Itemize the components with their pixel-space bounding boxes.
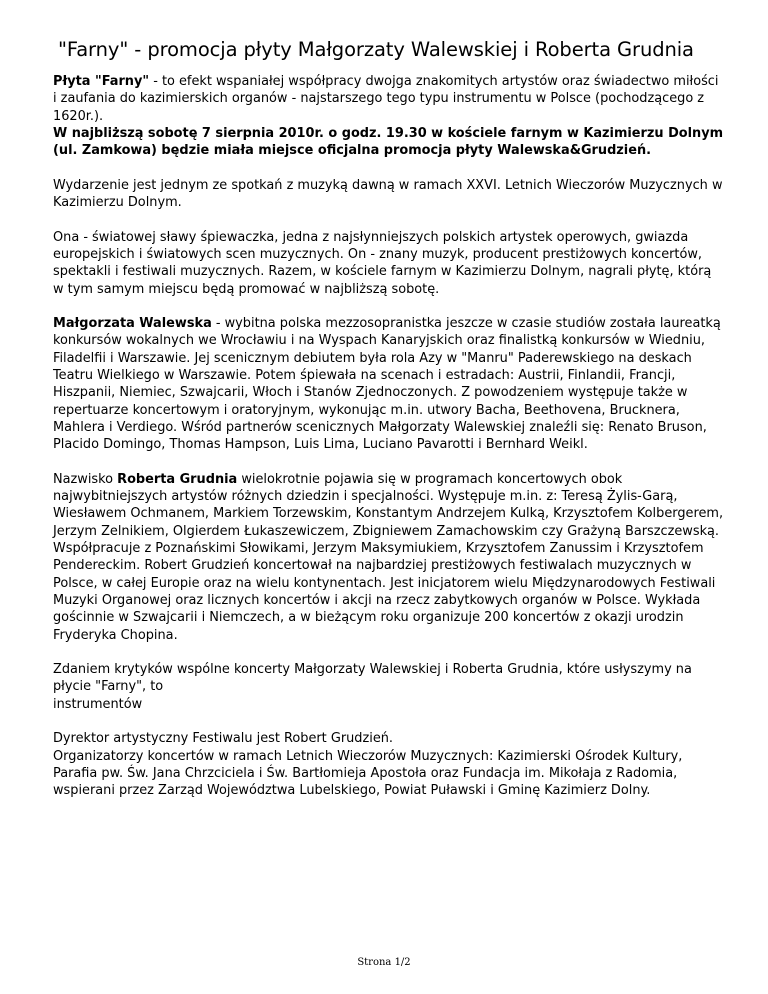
critics-line-1: Zdaniem krytyków wspólne koncerty Małgorzaty Walewskiej i Roberta Grudnia, które usłyszymy na płycie "Farny", to — [53, 662, 692, 695]
organizers-paragraph — [53, 730, 725, 799]
director-line: Dyrektor artystyczny Festiwalu jest Robert Grudzień. — [53, 731, 394, 747]
grudzien-name: Roberta Grudnia — [117, 471, 238, 487]
walewska-bio-text: - wybitna polska mezzosopranistka jeszcze w czasie studiów została laureatką konkursów wokalnych we Wrocławiu i na Wyspach Kanaryjskich oraz finalistką konkursów w Wiedniu, Filadelfii i Warszawie. Jej scenicznym debiutem była rola Azy w "Manru" Paderewskiego na deskach Teatru Wielkiego w Warszawie. Potem śpiewała na scenach i estradach: Austrii, Finlandii, Francji, Hiszpanii, Niemiec, Szwajcarii, Włoch i Stanów Zjednoczonych. Z powodzeniem występuje także w repertuarze koncertowym i oratoryjnym, wykonując m.in. utwory Bacha, Beethovena, Brucknera, Mahlera i Verdiego. Wśród partnerów scenicznych Małgorzaty Walewskiej znaleźli się: Renato Bruson, Placido Domingo, Thomas Hampson, Luis Lima, Luciano Pavarotti i Bernhard Weikl. — [53, 316, 721, 453]
album-name: Płyta "Farny" — [53, 74, 150, 89]
event-context-paragraph: Wydarzenie jest jednym ze spotkań z muzyką dawną w ramach XXVI. Letnich Wieczorów Muzycznych w Kazimierzu Dolnym. — [53, 177, 723, 211]
walewska-name: Małgorzata Walewska — [53, 316, 212, 332]
artists-intro-paragraph: Ona - światowej sławy śpiewaczka, jedna z najsłynniejszych polskich artystek operowych, gwiazda europejskich i światowych scen muzycznych. On - znany muzyk, producent prestiżowych koncertów, spektakli i festiwali muzycznych. Razem, w kościele farnym w Kazimierzu Dolnym, nagrali płytę, którą w tym samym miejscu będą promować w najbliższą sobotę. — [53, 229, 712, 297]
intro-text: - to efekt wspaniałej współpracy dwojga znakomitych artystów oraz świadectwo miłości i zaufania do kazimierskich organów - najstarszego tego typu instrumentu w Polsce (pochodzącego z 1620r.). — [53, 74, 719, 124]
page-title: "Farny" - promocja płyty Małgorzaty Walewskiej i Roberta Grudnia — [58, 38, 694, 61]
critics-paragraph — [53, 661, 725, 713]
grudzien-bio-paragraph — [53, 471, 725, 644]
critics-line-2: instrumentów — [53, 696, 143, 712]
intro-paragraph — [53, 73, 725, 159]
article-body — [53, 73, 725, 817]
event-announcement: W najbliższą sobotę 7 sierpnia 2010r. o godz. 19.30 w kościele farnym w Kazimierzu Dolnym (ul. Zamkowa) będzie miała miejsce oficjalna promocja płyty Walewska&Grudzień. — [53, 125, 724, 159]
grudzien-bio-text: wielokrotnie pojawia się w programach koncertowych obok najwybitniejszych artystów różnych dziedzin i specjalności. Występuje m.in. z: Teresą Żylis-Garą, Wiesławem Ochmanem, Markiem Torzewskim, Konstantym Andrzejem Kulką, Krzysztofem Kolbergerem, Jerzym Zelnikiem, Olgierdem Łukaszewiczem, Zbigniewem Zamachowskim czy Grażyną Barszczewską. Współpracuje z Poznańskimi Słowikami, Jerzym Maksymiukiem, Krzysztofem Zanussim i Krzysztofem Pendereckim. Robert Grudzień koncertował na najbardziej prestiżowych festiwalach muzycznych w Polsce, w całej Europie oraz na wielu kontynentach. Jest inicjatorem wielu Międzynarodowych Festiwali Muzyki Organowej oraz licznych koncertów i akcji na rzecz zabytkowych organów w Polsce. Wykłada gościnnie w Szwajcarii i Niemczech, a w bieżącym roku organizuje 200 koncertów z okazji urodzin Fryderyka Chopina. — [53, 471, 724, 643]
grudzien-bio-pre: Nazwisko — [53, 471, 118, 487]
walewska-bio-paragraph — [53, 315, 725, 453]
page-footer: Strona 1/2 — [357, 957, 411, 968]
organizers-line: Organizatorzy koncertów w ramach Letnich Wieczorów Muzycznych: Kazimierski Ośrodek Kultury, Parafia pw. Św. Jana Chrzciciela i Św. Bartłomieja Apostoła oraz Fundacja im. Mikołaja z Radomia, wspierani przez Zarząd Województwa Lubelskiego, Powiat Puławski i Gminę Kazimierz Dolny. — [53, 748, 683, 799]
